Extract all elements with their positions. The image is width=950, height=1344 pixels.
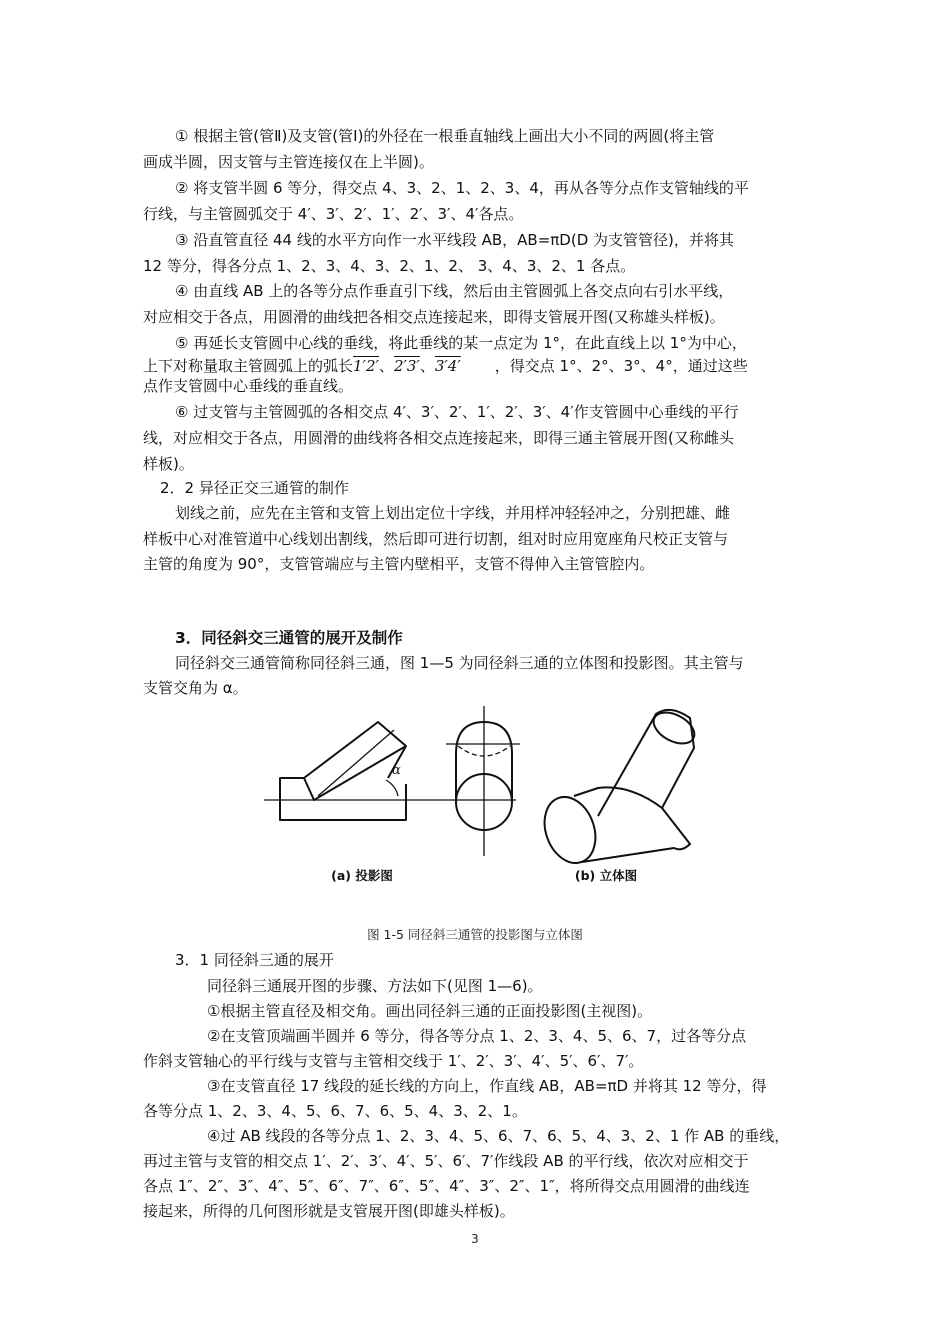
figure-label-b: (b) 立体图 <box>574 868 638 883</box>
figure-1-5-drawing <box>258 696 818 896</box>
section-heading-3: 3．同径斜交三通管的展开及制作 <box>175 629 403 647</box>
arc-separator-2: 、 <box>419 357 435 375</box>
paragraph-3-1-step3-line2: 各等分点 1、2、3、4、5、6、7、6、5、4、3、2、1。 <box>143 1102 527 1120</box>
paragraph-3-1-step2-line2: 作斜支管轴心的平行线与支管与主管相交线于 1′、2′、3′、4′、5′、6′、7′。 <box>143 1052 644 1070</box>
paragraph-step2-line1: ② 将支管半圆 6 等分，得交点 4、3、2、1、2、3、4，再从各等分点作支管轴线的平 <box>175 179 749 197</box>
paragraph-2-2-line2: 样板中心对准管道中心线划出割线，然后即可进行切割，组对时应用宽座角尺校正支管与 <box>143 530 729 548</box>
paragraph-3-1-step4-line2: 再过主管与支管的相交点 1′、2′、3′、4′、5′、6′、7′作线段 AB 的平行线，依次对应相交于 <box>143 1152 749 1170</box>
paragraph-3-1-step3-line1: ③在支管直径 17 线段的延长线的方向上，作直线 AB，AB=πD 并将其 12 等分，得 <box>207 1077 767 1095</box>
figure-1-5 <box>258 696 818 896</box>
paragraph-3-1-step4-line4: 接起来，所得的几何图形就是支管展开图(即雄头样板)。 <box>143 1202 515 1220</box>
step5-text-b: ，得交点 1°、2°、3°、4°，通过这些 <box>494 357 748 375</box>
paragraph-3-1-step4-line1: ④过 AB 线段的各等分点 1、2、3、4、5、6、7、6、5、4、3、2、1 作 AB 的垂线， <box>207 1127 790 1145</box>
main-pipe-outline <box>280 778 406 820</box>
paragraph-step6-line2: 线，对应相交于各点，用圆滑的曲线将各相交点连接起来，即得三通主管展开图(又称雌头 <box>143 429 734 447</box>
section-heading-3-1: 3．1 同径斜三通的展开 <box>175 951 334 969</box>
paragraph-step4-line1: ④ 由直线 AB 上的各等分点作垂直引下线，然后由主管圆弧上各交点向右引水平线， <box>175 282 734 300</box>
arc-label-2: 2′3′ <box>393 357 420 375</box>
paragraph-3-1-step4-line3: 各点 1″、2″、3″、4″、5″、6″、7″、6″、5″、4″、3″、2″、1″，将所得交点用圆滑的曲线连 <box>143 1177 750 1195</box>
paragraph-step1-line1: ① 根据主管(管Ⅱ)及支管(管Ⅰ)的外径在一根垂直轴线上画出大小不同的两圆(将主管 <box>175 127 715 145</box>
paragraph-2-2-line3: 主管的角度为 90°，支管管端应与主管内壁相平，支管不得伸入主管管腔内。 <box>143 555 655 573</box>
paragraph-step4-line2: 对应相交于各点，用圆滑的曲线把各相交点连接起来，即得支管展开图(又称雄头样板)。 <box>143 308 725 326</box>
iso-main-pipe <box>574 787 690 862</box>
paragraph-step3-line2: 12 等分，得各分点 1、2、3、4、3、2、1、2、 3、4、3、2、1 各点。 <box>143 257 636 275</box>
paragraph-step5-line1: ⑤ 再延长支管圆中心线的垂线，将此垂线的某一点定为 1°，在此直线上以 1°为中心， <box>175 334 747 352</box>
paragraph-3-1-step2-line1: ②在支管顶端画半圆并 6 等分，得各等分点 1、2、3、4、5、6、7，过各等分点 <box>207 1027 747 1045</box>
paragraph-2-2-line1: 划线之前，应先在主管和支管上划出定位十字线，并用样冲轻轻冲之，分别把雄、雌 <box>175 504 731 522</box>
arc-separator-1: 、 <box>378 357 394 375</box>
alpha-arc <box>386 780 398 796</box>
paragraph-step5-line3: 点作支管圆中心垂线的垂直线。 <box>143 377 354 395</box>
paragraph-step6-line3: 样板)。 <box>143 455 194 473</box>
paragraph-3-1-intro: 同径斜三通展开图的步骤、方法如下(见图 1—6)。 <box>207 977 543 995</box>
paragraph-step2-line2: 行线，与主管圆弧交于 4′、3′、2′、1′、2′、3′、4′各点。 <box>143 205 524 223</box>
paragraph-3-line2: 支管交角为 α。 <box>143 679 248 697</box>
alpha-label: α <box>392 763 401 778</box>
figure-caption: 图 1-5 同径斜三通管的投影图与立体图 <box>367 927 583 942</box>
arc-label-3: 3′4′ <box>434 357 461 375</box>
paragraph-step3-line1: ③ 沿直管直径 44 线的水平方向作一水平线段 AB，AB=πD(D 为支管管径)，并将其 <box>175 231 734 249</box>
section-heading-2-2: 2．2 异径正交三通管的制作 <box>160 479 349 497</box>
figure-label-a: (a) 投影图 <box>331 868 393 883</box>
paragraph-step6-line1: ⑥ 过支管与主管圆弧的各相交点 4′、3′、2′、1′、2′、3′、4′作支管圆中心垂线的平行 <box>175 403 739 421</box>
step5-text-a: 上下对称量取主管圆弧上的弧长 <box>143 357 354 375</box>
arc-label-1: 1′2′ <box>353 357 379 375</box>
page-number: 3 <box>471 1232 479 1246</box>
paragraph-step1-line2: 画成半圆，因支管与主管连接仅在上半圆)。 <box>143 153 434 171</box>
paragraph-3-1-step1: ①根据主管直径及相交角。画出同径斜三通的正面投影图(主视图)。 <box>207 1002 653 1020</box>
iso-branch-pipe <box>598 710 694 816</box>
iso-main-pipe-end <box>536 790 604 870</box>
paragraph-3-line1: 同径斜交三通管简称同径斜三通，图 1—5 为同径斜三通的立体图和投影图。其主管与 <box>175 654 744 672</box>
